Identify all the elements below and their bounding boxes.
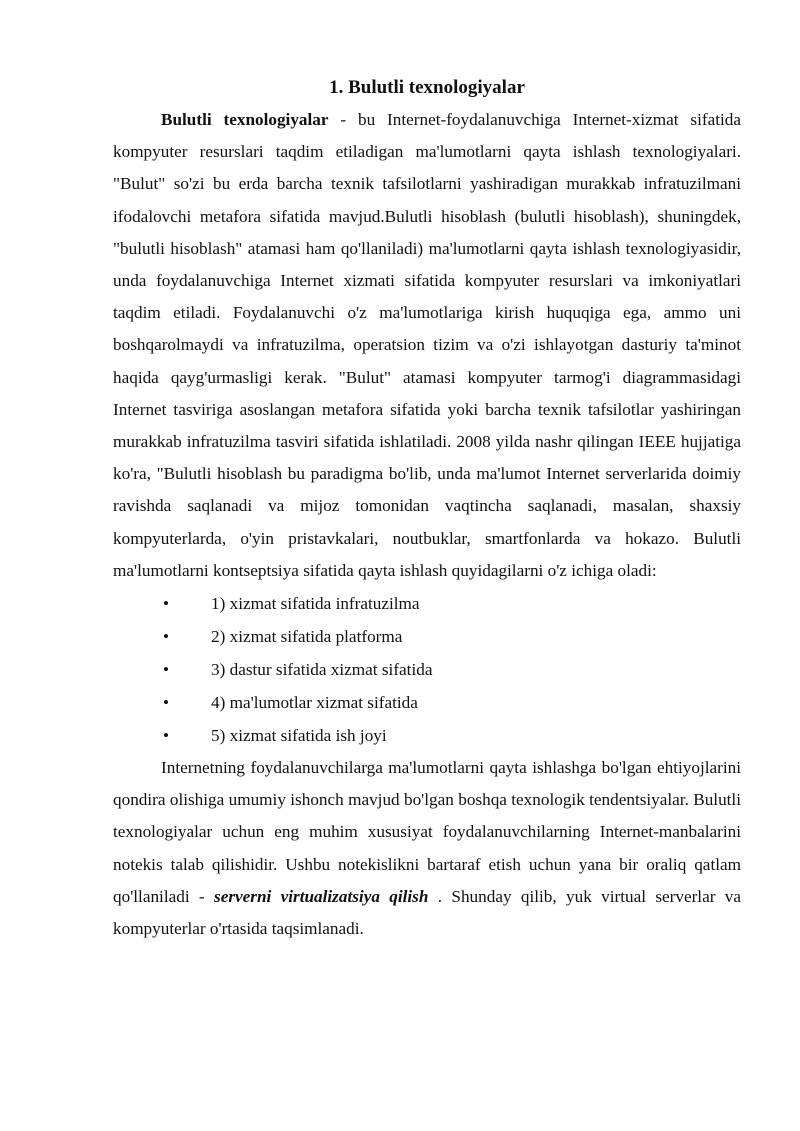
bullet-icon: • [163, 660, 170, 680]
list-item-text: 2) xizmat sifatida platforma [211, 627, 403, 647]
list-item [113, 653, 741, 686]
bullet-icon: • [163, 594, 170, 614]
document-page [113, 74, 741, 945]
list-item-text: 5) xizmat sifatida ish joyi [211, 726, 387, 746]
bullet-icon: • [163, 726, 170, 746]
list-item-text: 3) dastur sifatida xizmat sifatida [211, 660, 433, 680]
intro-paragraph [113, 104, 741, 587]
closing-emphasis: serverni virtualizatsiya qilish [214, 886, 429, 906]
closing-text-before: Internetning foydalanuvchilarga ma'lumotlarni qayta ishlashga bo'lgan ehtiyojlarini qondira olishiga umumiy ishonch mavjud bo'lgan boshqa texnologik tendentsiyalar. Bulutli texnologiyalar uchun eng muhim xususiyat foydalanuvchilarning Internet-manbalarini notekis talab qilishidir. Ushbu notekislikni bartaraf etish uchun yana bir oraliq qatlam qo'llaniladi - [113, 758, 741, 906]
list-item [113, 719, 741, 752]
intro-term: Bulutli texnologiyalar [161, 110, 329, 129]
bullet-icon: • [163, 627, 170, 647]
list-item-text: 1) xizmat sifatida infratuzilma [211, 594, 420, 614]
closing-paragraph [113, 752, 741, 945]
list-item-text: 4) ma'lumotlar xizmat sifatida [211, 693, 418, 713]
closing-text-after: . Shunday qilib, yuk virtual serverlar va kompyuterlar o'rtasida taqsimlanadi. [113, 886, 741, 939]
intro-text: - bu Internet-foydalanuvchiga Internet-xizmat sifatida kompyuter resurslari taqdim etiladigan ma'lumotlarni qayta ishlash texnologiyalari. "Bulut" so'zi bu erda barcha texnik tafsilotlarni yashiradigan murakkab infratuzilmani ifodalovchi metafora sifatida mavjud.Bulutli hisoblash (bulutli hisoblash), shuningdek, "bulutli hisoblash" atamasi ham qo'llaniladi) ma'lumotlarni qayta ishlash texnologiyasidir, unda foydalanuvchiga Internet xizmati sifatida kompyuter resurslari va imkoniyatlari taqdim etiladi. Foydalanuvchi o'z ma'lumotlariga kirish huquqiga ega, ammo uni boshqarolmaydi va infratuzilma, operatsion tizim va o'zi ishlayotgan dasturiy ta'minot haqida qayg'urmasligi kerak. "Bulut" atamasi kompyuter tarmog'i diagrammasidagi Internet tasviriga asoslangan metafora sifatida yoki barcha texnik tafsilotlar yashiringan murakkab infratuzilma tasviri sifatida ishlatiladi. 2008 yilda nashr qilingan IEEE hujjatiga ko'ra, "Bulutli hisoblash bu paradigma bo'lib, unda ma'lumot Internet serverlarida doimiy ravishda saqlanadi va mijoz tomonidan vaqtincha saqlanadi, masalan, shaxsiy kompyuterlarda, o'yin pristavkalari, noutbuklar, smartfonlarda va hokazo. Bulutli ma'lumotlarni kontseptsiya sifatida qayta ishlash quyidagilarni o'z ichiga oladi: [113, 110, 741, 580]
page-title: 1. Bulutli texnologiyalar [329, 77, 525, 98]
bullet-list [113, 587, 741, 752]
bullet-icon: • [163, 693, 170, 713]
list-item [113, 686, 741, 719]
list-item [113, 620, 741, 653]
list-item [113, 587, 741, 620]
